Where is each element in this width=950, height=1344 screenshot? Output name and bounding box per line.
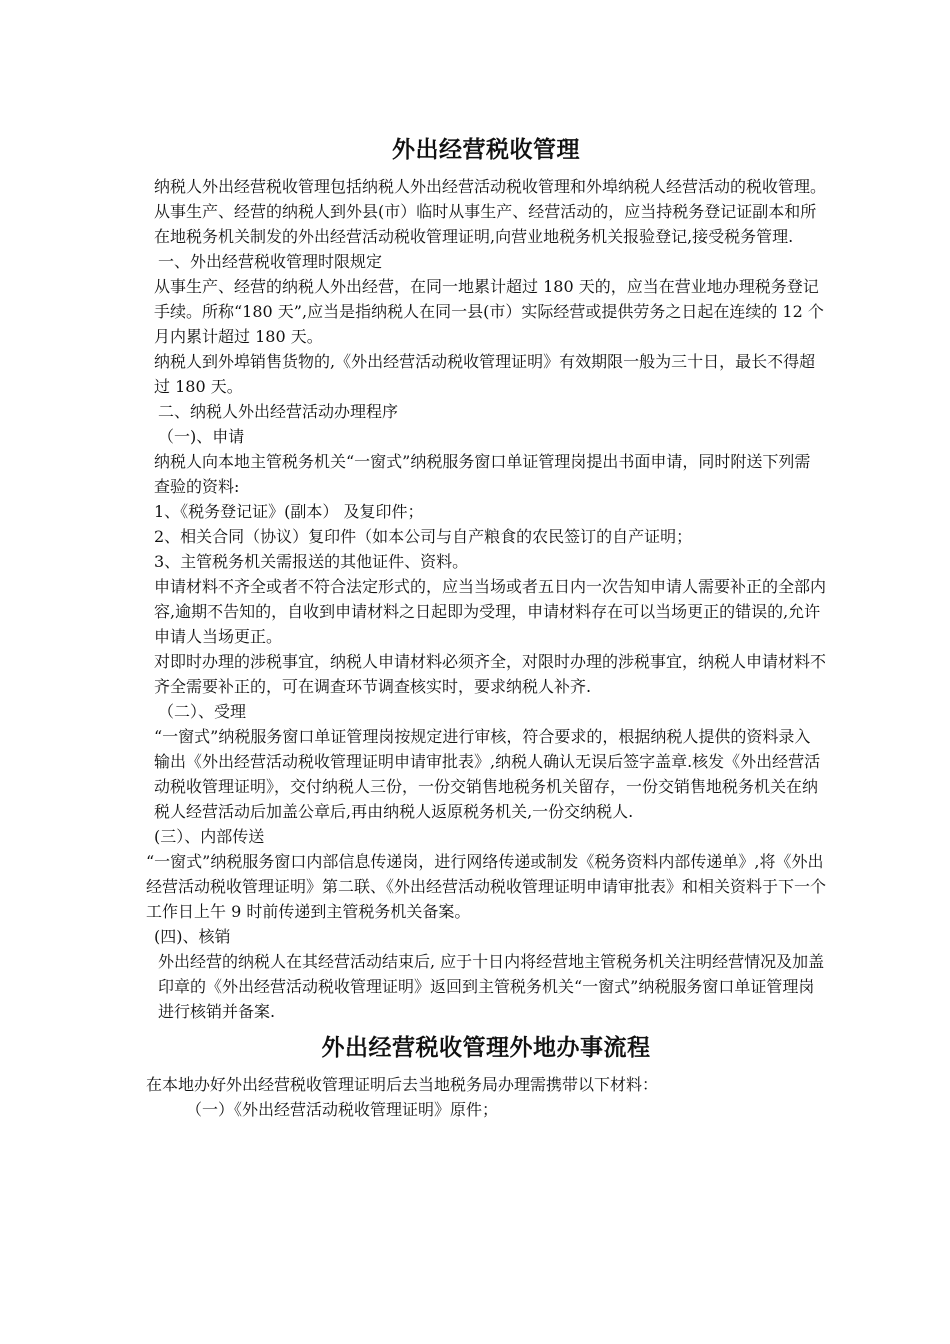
paragraph-incomplete: 申请材料不齐全或者不符合法定形式的，应当当场或者五日内一次告知申请人需要补正的全部内容,逾期不告知的，自收到申请材料之日起即为受理，申请材料存在可以当场更正的错误的,允许申请人当场更正。 <box>154 577 827 646</box>
paragraph-transfer: “一窗式”纳税服务窗口内部信息传递岗，进行网络传递或制发《税务资料内部传递单》,将《外出经营活动税收管理证明》第二联、《外出经营活动税收管理证明申请审批表》和相关资料于下一个工作日上午 9 时前传递到主管税务机关备案。 <box>146 852 827 921</box>
paragraph-validity: 纳税人到外埠销售货物的,《外出经营活动税收管理证明》有效期限一般为三十日，最长不得超过 180 天。 <box>154 352 816 396</box>
paragraph-accept: “一窗式”纳税服务窗口单证管理岗按规定进行审核，符合要求的，根据纳税人提供的资料录入输出《外出经营活动税收管理证明申请审批表》,纳税人确认无误后签字盖章.核发《外出经营活动税收管理证明》，交付纳税人三份，一份交销售地税务机关留存，一份交销售地税务机关在纳税人经营活动后加盖公章后,再由纳税人返原税务机关,一份交纳税人. <box>154 727 821 821</box>
document-title: 外出经营税收管理 <box>392 137 580 163</box>
subsection-cancel: (四)、核销 <box>154 927 231 946</box>
list-item-2: 2、相关合同（协议）复印件（如本公司与自产粮食的农民签订的自产证明； <box>154 527 693 546</box>
paragraph-materials: 在本地办好外出经营税收管理证明后去当地税务局办理需携带以下材料： <box>146 1075 659 1094</box>
section-heading-2: 二、纳税人外出经营活动办理程序 <box>158 402 399 421</box>
paragraph-immediate: 对即时办理的涉税事宜，纳税人申请材料必须齐全，对限时办理的涉税事宜，纳税人申请材料不齐全需要补正的，可在调查环节调查核实时，要求纳税人补齐. <box>154 652 827 696</box>
subsection-apply: （一)、申请 <box>158 427 245 446</box>
section-title-2: 外出经营税收管理外地办事流程 <box>321 1035 651 1061</box>
paragraph-cancel: 外出经营的纳税人在其经营活动结束后, 应于十日内将经营地主管税务机关注明经营情况及加盖印章的《外出经营活动税收管理证明》返回到主管税务机关“一窗式”纳税服务窗口单证管理岗进行核销并备案. <box>158 952 825 1021</box>
subsection-transfer: (三）、内部传送 <box>154 827 265 846</box>
list-item-3: 3、主管税务机关需报送的其他证件、资料。 <box>154 552 469 571</box>
document-body <box>146 130 826 1122</box>
paragraph-intro: 纳税人外出经营税收管理包括纳税人外出经营活动税收管理和外埠纳税人经营活动的税收管理。从事生产、经营的纳税人到外县(市）临时从事生产、经营活动的，应当持税务登记证副本和所在地税务机关制发的外出经营活动税收管理证明,向营业地税务机关报验登记,接受税务管理. <box>154 177 827 246</box>
paragraph-apply: 纳税人向本地主管税务机关“一窗式”纳税服务窗口单证管理岗提出书面申请，同时附送下列需查验的资料: <box>154 452 811 496</box>
paragraph-time-limit: 从事生产、经营的纳税人外出经营，在同一地累计超过 180 天的，应当在营业地办理税务登记手续。所称“180 天”,应当是指纳税人在同一县(市）实际经营或提供劳务之日起在连续的 12 个月内累计超过 180 天。 <box>154 277 824 346</box>
material-item-1: （一）《外出经营活动税收管理证明》原件； <box>186 1100 499 1119</box>
list-item-1: 1、《税务登记证》(副本） 及复印件； <box>154 502 424 521</box>
subsection-accept: （二）、受理 <box>158 702 247 721</box>
section-heading-1: 一、外出经营税收管理时限规定 <box>158 252 383 271</box>
